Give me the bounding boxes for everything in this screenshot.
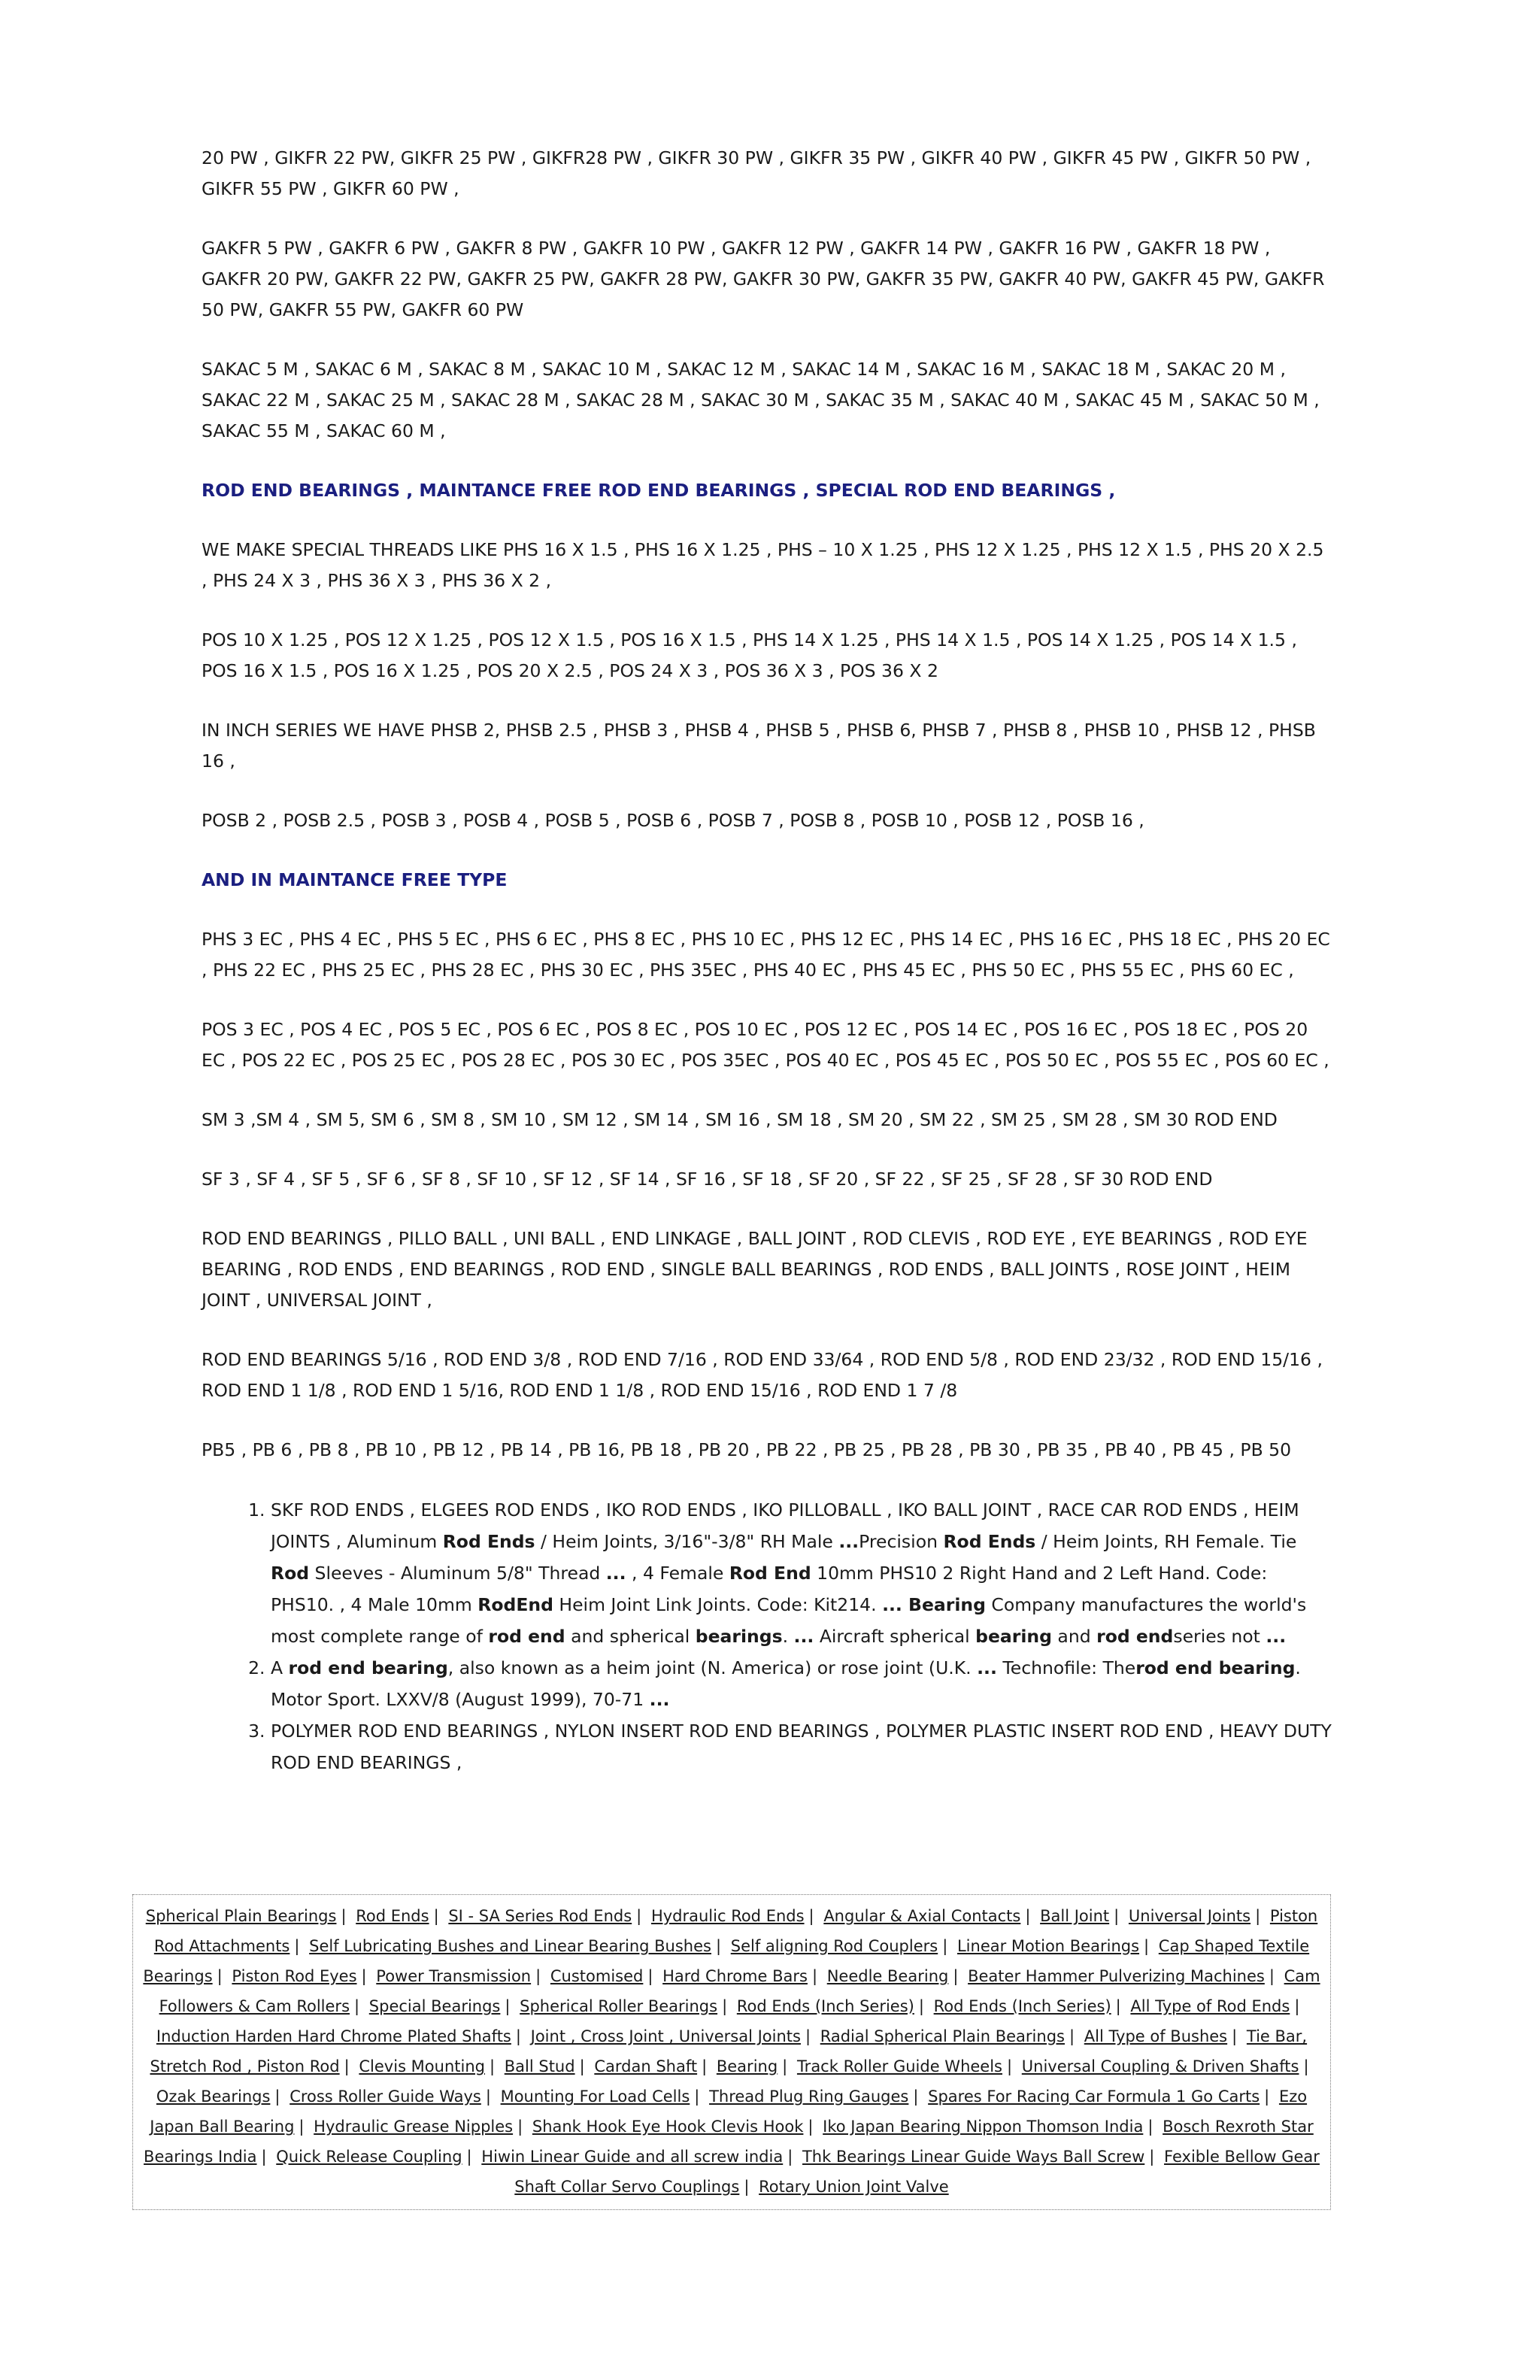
note-bold-text: Rod	[271, 1563, 310, 1584]
note-item	[271, 1715, 1332, 1778]
footer-separator: |	[485, 2087, 491, 2106]
paragraph: 20 PW , GIKFR 22 PW, GIKFR 25 PW , GIKFR28 PW , GIKFR 30 PW , GIKFR 35 PW , GIKFR 40 PW , GIKFR 45 PW , GIKFR 50 PW , GIKFR 55 PW , GIKFR 60 PW ,	[202, 147, 1311, 199]
footer-link[interactable]: Power Transmission	[376, 1967, 532, 1985]
footer-link[interactable]: Cap Shaped Textile Bearings	[143, 1937, 1310, 1985]
footer-separator: |	[811, 1967, 818, 1985]
note-text: / Heim Joints, RH Female. Tie	[1035, 1531, 1297, 1552]
footer-separator: |	[636, 1907, 642, 1925]
footer-separator: |	[217, 1967, 223, 1985]
footer-separator: |	[1269, 1967, 1275, 1985]
footer-separator: |	[913, 2087, 919, 2106]
paragraph: POSB 2 , POSB 2.5 , POSB 3 , POSB 4 , POSB 5 , POSB 6 , POSB 7 , POSB 8 , POSB 10 , POSB 12 , POSB 16 ,	[202, 810, 1144, 831]
note-text: , also known as a heim joint (N. America) or rose joint (U.K.	[447, 1657, 978, 1678]
footer-link[interactable]: Self Lubricating Bushes and Linear Bearing Bushes	[309, 1937, 711, 1955]
footer-link[interactable]: Shank Hook Eye Hook Clevis Hook	[532, 2118, 804, 2136]
note-text: and spherical	[565, 1626, 696, 1647]
paragraph: POS 10 X 1.25 , POS 12 X 1.25 , POS 12 X 1.5 , POS 16 X 1.5 , PHS 14 X 1.25 , PHS 14 X 1.5 , POS 14 X 1.25 , POS 14 X 1.5 , POS 16 X 1.5 , POS 16 X 1.25 , POS 20 X 2.5 , POS 24 X 3 , POS 36 X 3 , POS 36 X 2	[202, 629, 1297, 681]
note-text: Heim Joint Link Joints. Code: Kit214.	[553, 1594, 883, 1615]
note-text: 10mm PHS10 2 Right Hand and 2 Left Hand. Code: PHS10. , 4 Male 10mm	[271, 1563, 1268, 1615]
footer-link[interactable]: SI - SA Series Rod Ends	[448, 1907, 632, 1925]
footer-link[interactable]: Ozak Bearings	[156, 2087, 271, 2106]
footer-link[interactable]: Ball Stud	[504, 2057, 575, 2075]
footer-separator: |	[702, 2057, 708, 2075]
footer-link[interactable]: Rod Ends (Inch Series)	[736, 1997, 914, 2015]
footer-link[interactable]: Beater Hammer Pulverizing Machines	[968, 1967, 1265, 1985]
footer-link[interactable]: All Type of Rod Ends	[1130, 1997, 1290, 2015]
footer-separator: |	[715, 1937, 722, 1955]
note-text: Technofile: The	[996, 1657, 1136, 1678]
paragraph: ROD END BEARINGS 5/16 , ROD END 3/8 , ROD END 7/16 , ROD END 33/64 , ROD END 5/8 , ROD END 23/32 , ROD END 15/16 , ROD END 1 1/8 , ROD END 1 5/16, ROD END 1 1/8 , ROD END 15/16 , ROD END 1 7 /8	[202, 1349, 1323, 1401]
footer-link[interactable]: Quick Release Coupling	[276, 2148, 462, 2166]
footer-link[interactable]: Universal Joints	[1128, 1907, 1251, 1925]
footer-separator: |	[489, 2057, 496, 2075]
footer-link[interactable]: Piston Rod Eyes	[232, 1967, 357, 1985]
footer-separator: |	[782, 2057, 788, 2075]
footer-link[interactable]: Rotary Union Joint Valve	[759, 2178, 949, 2196]
footer-link[interactable]: Universal Coupling & Driven Shafts	[1021, 2057, 1299, 2075]
footer-link[interactable]: Rod Ends	[356, 1907, 429, 1925]
footer-link[interactable]: Customised	[550, 1967, 644, 1985]
footer-link[interactable]: Thread Plug Ring Gauges	[709, 2087, 909, 2106]
note-text: series not	[1173, 1626, 1266, 1647]
footer-link[interactable]: Bosch Rexroth Star Bearings India	[144, 2118, 1314, 2166]
note-bold-text: ...	[977, 1657, 997, 1678]
footer-separator: |	[953, 1967, 959, 1985]
footer-separator: |	[1255, 1907, 1261, 1925]
footer-link[interactable]: Hiwin Linear Guide and all screw india	[481, 2148, 784, 2166]
footer-link[interactable]: Cross Roller Guide Ways	[290, 2087, 481, 2106]
note-bold-text: RodEnd	[477, 1594, 553, 1615]
paragraph: SF 3 , SF 4 , SF 5 , SF 6 , SF 8 , SF 10 , SF 12 , SF 14 , SF 16 , SF 18 , SF 20 , SF 22 , SF 25 , SF 28 , SF 30 ROD END	[202, 1169, 1213, 1190]
note-bold-text: bearing	[975, 1626, 1052, 1647]
footer-link[interactable]: Spherical Roller Bearings	[520, 1997, 718, 2015]
footer-separator: |	[1007, 2057, 1013, 2075]
paragraph: POS 3 EC , POS 4 EC , POS 5 EC , POS 6 EC , POS 8 EC , POS 10 EC , POS 12 EC , POS 14 EC , POS 16 EC , POS 18 EC , POS 20 EC , POS 22 EC , POS 25 EC , POS 28 EC , POS 30 EC , POS 35EC , POS 40 EC , POS 45 EC , POS 50 EC , POS 55 EC , POS 60 EC ,	[202, 1019, 1329, 1071]
footer-link[interactable]: Ezo Japan Ball Bearing	[150, 2087, 1308, 2136]
footer-link[interactable]: Induction Harden Hard Chrome Plated Shafts	[156, 2027, 511, 2045]
footer-link[interactable]: Clevis Mounting	[359, 2057, 485, 2075]
footer-separator: |	[505, 1997, 511, 2015]
footer-link[interactable]: Linear Motion Bearings	[956, 1937, 1140, 1955]
footer-separator: |	[344, 2057, 350, 2075]
footer-separator: |	[1114, 1907, 1120, 1925]
footer-link[interactable]: Needle Bearing	[826, 1967, 949, 1985]
footer-link[interactable]: Joint , Cross Joint , Universal Joints	[530, 2027, 801, 2045]
note-bold-text: Rod Ends	[442, 1531, 535, 1552]
note-bold-text: Rod Ends	[943, 1531, 1036, 1552]
note-text: .	[782, 1626, 794, 1647]
note-text: Company manufactures the world's most complete range of	[271, 1594, 1307, 1647]
footer-link[interactable]: Hard Chrome Bars	[662, 1967, 808, 1985]
footer-separator: |	[918, 1997, 924, 2015]
footer-separator: |	[517, 2118, 523, 2136]
part-numbers-block-3	[202, 924, 1332, 1466]
footer-link[interactable]: Iko Japan Bearing Nippon Thomson India	[823, 2118, 1144, 2136]
footer-separator: |	[694, 2087, 700, 2106]
footer-link[interactable]: Angular & Axial Contacts	[823, 1907, 1021, 1925]
paragraph: SAKAC 5 M , SAKAC 6 M , SAKAC 8 M , SAKAC 10 M , SAKAC 12 M , SAKAC 14 M , SAKAC 16 M , SAKAC 18 M , SAKAC 20 M , SAKAC 22 M , SAKAC 25 M , SAKAC 28 M , SAKAC 28 M , SAKAC 30 M , SAKAC 35 M , SAKAC 40 M , SAKAC 45 M , SAKAC 50 M , SAKAC 55 M , SAKAC 60 M ,	[202, 359, 1320, 441]
footer-separator: |	[808, 1907, 814, 1925]
footer-link[interactable]: Radial Spherical Plain Bearings	[820, 2027, 1065, 2045]
note-text: . Motor Sport. LXXV/8 (August 1999), 70-71	[271, 1657, 1301, 1710]
note-bold-text: ... Bearing	[882, 1594, 986, 1615]
footer-separator: |	[1147, 2118, 1153, 2136]
paragraph: IN INCH SERIES WE HAVE PHSB 2, PHSB 2.5 , PHSB 3 , PHSB 4 , PHSB 5 , PHSB 6, PHSB 7 , PHSB 8 , PHSB 10 , PHSB 12 , PHSB 16 ,	[202, 720, 1316, 772]
footer-separator: |	[433, 1907, 439, 1925]
note-bold-text: ...	[793, 1626, 814, 1647]
footer-separator: |	[1144, 1937, 1150, 1955]
footer-separator: |	[341, 1907, 347, 1925]
footer-link[interactable]: Rod Ends (Inch Series)	[933, 1997, 1111, 2015]
footer-link[interactable]: Cam Followers & Cam Rollers	[159, 1967, 1320, 2015]
footer-link[interactable]: Track Roller Guide Wheels	[796, 2057, 1002, 2075]
note-bold-text: ...	[605, 1563, 626, 1584]
footer-link[interactable]: Fexible Bellow Gear Shaft Collar Servo Couplings	[514, 2148, 1320, 2196]
note-bold-text: rod end	[1096, 1626, 1174, 1647]
footer-link[interactable]: Mounting For Load Cells	[500, 2087, 690, 2106]
footer-separator: |	[299, 2118, 305, 2136]
footer-separator: |	[466, 2148, 472, 2166]
note-text: POLYMER ROD END BEARINGS , NYLON INSERT ROD END BEARINGS , POLYMER PLASTIC INSERT ROD END , HEAVY DUTY ROD END BEARINGS ,	[271, 1721, 1332, 1773]
paragraph: GAKFR 5 PW , GAKFR 6 PW , GAKFR 8 PW , GAKFR 10 PW , GAKFR 12 PW , GAKFR 14 PW , GAKFR 16 PW , GAKFR 18 PW , GAKFR 20 PW, GAKFR 22 PW, GAKFR 25 PW, GAKFR 28 PW, GAKFR 30 PW, GAKFR 35 PW, GAKFR 40 PW, GAKFR 45 PW, GAKFR 50 PW, GAKFR 55 PW, GAKFR 60 PW	[202, 238, 1325, 320]
footer-link[interactable]: Piston Rod Attachments	[153, 1907, 1318, 1955]
footer-separator: |	[808, 2118, 814, 2136]
footer-separator: |	[1115, 1997, 1121, 2015]
paragraph: WE MAKE SPECIAL THREADS LIKE PHS 16 X 1.5 , PHS 16 X 1.25 , PHS – 10 X 1.25 , PHS 12 X 1.25 , PHS 12 X 1.5 , PHS 20 X 2.5 , PHS 24 X 3 , PHS 36 X 3 , PHS 36 X 2 ,	[202, 539, 1324, 591]
paragraph: PHS 3 EC , PHS 4 EC , PHS 5 EC , PHS 6 EC , PHS 8 EC , PHS 10 EC , PHS 12 EC , PHS 14 EC , PHS 16 EC , PHS 18 EC , PHS 20 EC , PHS 22 EC , PHS 25 EC , PHS 28 EC , PHS 30 EC , PHS 35EC , PHS 40 EC , PHS 45 EC , PHS 50 EC , PHS 55 EC , PHS 60 EC ,	[202, 929, 1330, 981]
note-bold-text: rod end bearing	[288, 1657, 448, 1678]
footer-separator: |	[722, 1997, 728, 2015]
footer-separator: |	[274, 2087, 280, 2106]
footer-separator: |	[1069, 2027, 1075, 2045]
footer-separator: |	[294, 1937, 300, 1955]
note-bold-text: Rod End	[729, 1563, 811, 1584]
footer-link[interactable]: Ball Joint	[1040, 1907, 1110, 1925]
footer-separator: |	[942, 1937, 948, 1955]
footer-separator: |	[805, 2027, 811, 2045]
note-text: SKF ROD ENDS , ELGEES ROD ENDS , IKO ROD ENDS , IKO PILLOBALL , IKO BALL JOINT , RACE CAR ROD ENDS , HEIM JOINTS , Aluminum	[271, 1499, 1299, 1552]
footer-separator: |	[535, 1967, 541, 1985]
footer-separator: |	[261, 2148, 267, 2166]
footer-link[interactable]: Thk Bearings Linear Guide Ways Ball Screw	[802, 2148, 1145, 2166]
note-text: A	[271, 1657, 289, 1678]
note-bold-text: ...	[1266, 1626, 1287, 1647]
footer-link[interactable]: Tie Bar, Stretch Rod , Piston Rod	[150, 2027, 1308, 2075]
footer-separator: |	[361, 1967, 367, 1985]
note-text: and	[1051, 1626, 1097, 1647]
footer-link[interactable]: All Type of Bushes	[1084, 2027, 1228, 2045]
note-text: Aircraft spherical	[814, 1626, 976, 1647]
footer-link[interactable]: Hydraulic Rod Ends	[650, 1907, 805, 1925]
footer-link[interactable]: Bearing	[716, 2057, 778, 2075]
footer-separator: |	[1303, 2057, 1309, 2075]
paragraph: PB5 , PB 6 , PB 8 , PB 10 , PB 12 , PB 14 , PB 16, PB 18 , PB 20 , PB 22 , PB 25 , PB 28 , PB 30 , PB 35 , PB 40 , PB 45 , PB 50	[202, 1439, 1292, 1460]
footer-separator: |	[1232, 2027, 1238, 2045]
footer-separator: |	[1264, 2087, 1270, 2106]
heading-rod-end-bearings: ROD END BEARINGS , MAINTANCE FREE ROD END BEARINGS , SPECIAL ROD END BEARINGS ,	[202, 480, 1116, 501]
footer-separator: |	[1025, 1907, 1031, 1925]
footer-link[interactable]: Special Bearings	[368, 1997, 501, 2015]
footer-separator: |	[354, 1997, 360, 2015]
part-numbers-block-2	[202, 535, 1332, 836]
note-bold-text: ...	[838, 1531, 859, 1552]
part-numbers-block-1	[202, 143, 1332, 447]
footer-link[interactable]: Hydraulic Grease Nipples	[314, 2118, 514, 2136]
note-bold-text: bearings	[695, 1626, 783, 1647]
footer-separator: |	[579, 2057, 585, 2075]
paragraph: ROD END BEARINGS , PILLO BALL , UNI BALL , END LINKAGE , BALL JOINT , ROD CLEVIS , ROD EYE , EYE BEARINGS , ROD EYE BEARING , ROD ENDS , END BEARINGS , ROD END , SINGLE BALL BEARINGS , ROD ENDS , BALL JOINTS , ROSE JOINT , HEIM JOINT , UNIVERSAL JOINT ,	[202, 1228, 1308, 1311]
note-item	[271, 1652, 1332, 1715]
footer-link[interactable]: Spherical Plain Bearings	[145, 1907, 337, 1925]
footer-link[interactable]: Spares For Racing Car Formula 1 Go Carts	[928, 2087, 1260, 2106]
footer-links	[132, 1894, 1331, 2210]
footer-separator: |	[744, 2178, 750, 2196]
note-text: / Heim Joints, 3/16"-3/8" RH Male	[535, 1531, 839, 1552]
note-bold-text: ...	[649, 1689, 670, 1710]
footer-separator: |	[515, 2027, 521, 2045]
heading-maintance-free-type: AND IN MAINTANCE FREE TYPE	[202, 869, 508, 890]
footer-link[interactable]: Cardan Shaft	[594, 2057, 698, 2075]
footer-separator: |	[1294, 1997, 1300, 2015]
footer-separator: |	[1149, 2148, 1155, 2166]
footer-link[interactable]: Self aligning Rod Couplers	[730, 1937, 938, 1955]
note-item	[271, 1494, 1332, 1652]
note-bold-text: rod end	[488, 1626, 565, 1647]
note-text: , 4 Female	[626, 1563, 729, 1584]
paragraph: SM 3 ,SM 4 , SM 5, SM 6 , SM 8 , SM 10 , SM 12 , SM 14 , SM 16 , SM 18 , SM 20 , SM 22 , SM 25 , SM 28 , SM 30 ROD END	[202, 1109, 1278, 1130]
note-text: Sleeves - Aluminum 5/8" Thread	[309, 1563, 606, 1584]
footer-separator: |	[647, 1967, 653, 1985]
footer-separator: |	[787, 2148, 793, 2166]
note-text: Precision	[859, 1531, 944, 1552]
document-body	[202, 143, 1332, 1786]
note-bold-text: rod end bearing	[1135, 1657, 1296, 1678]
notes-list	[202, 1494, 1332, 1778]
